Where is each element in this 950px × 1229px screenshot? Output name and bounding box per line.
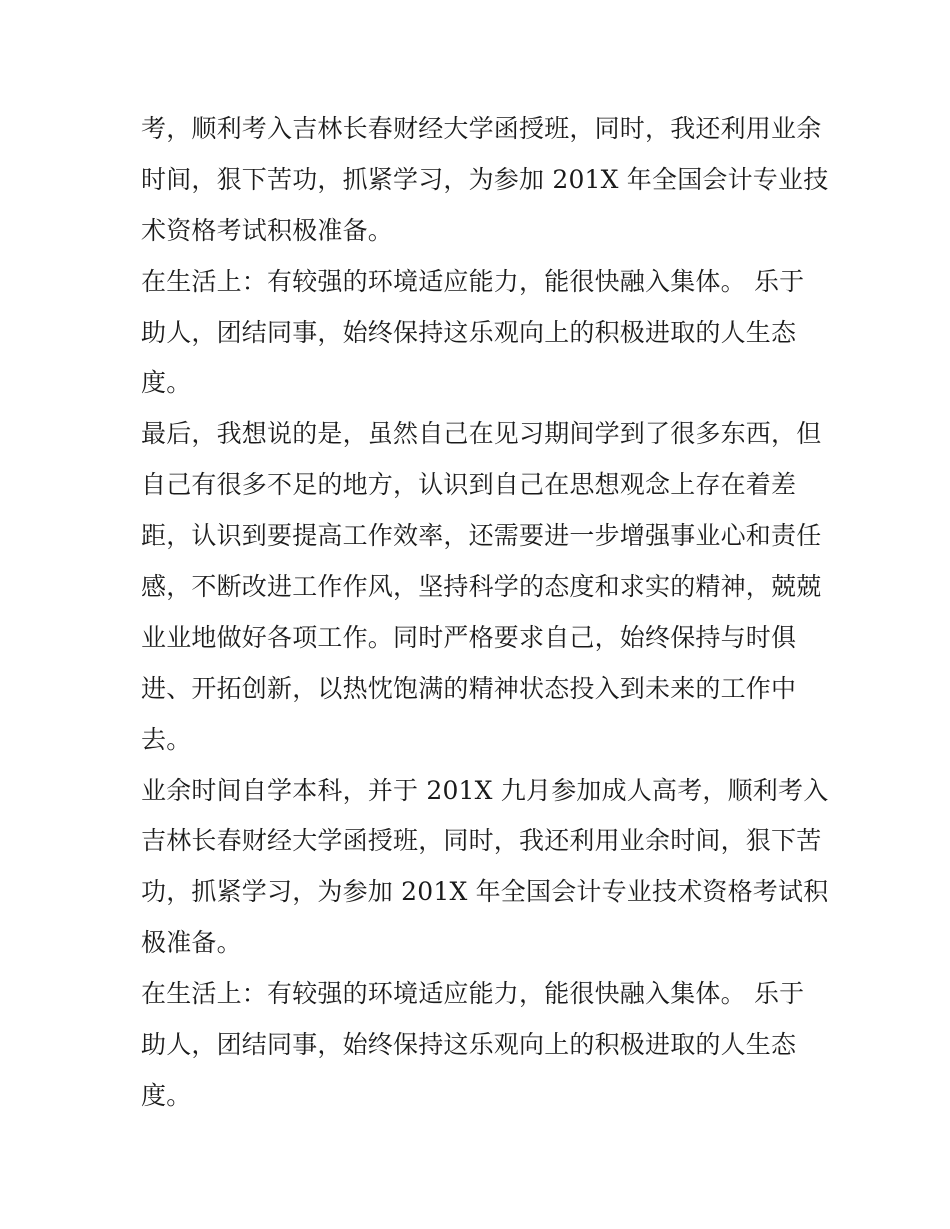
text-line: 度。	[141, 1080, 192, 1110]
text-line: 在生活上：有较强的环境适应能力，能很快融入集体。 乐于	[141, 266, 805, 296]
text-line: 助人，团结同事，始终保持这乐观向上的积极进取的人生态	[141, 317, 797, 347]
text-line: 业业地做好各项工作。同时严格要求自己，始终保持与时俱	[141, 622, 797, 652]
text-line: 功，抓紧学习，为参加 201X 年全国会计专业技术资格考试积	[141, 877, 829, 907]
document-body	[141, 104, 829, 1122]
text-line: 考，顺利考入吉林长春财经大学函授班，同时，我还利用业余	[141, 114, 822, 143]
text-line: 自己有很多不足的地方，认识到自己在思想观念上存在着差	[141, 470, 797, 500]
text-line: 术资格考试积极准备。	[141, 215, 394, 245]
text-line: 极准备。	[141, 928, 242, 958]
text-line: 距，认识到要提高工作效率，还需要进一步增强事业心和责任	[141, 521, 822, 551]
text-line: 最后，我想说的是，虽然自己在见习期间学到了很多东西，但	[141, 419, 822, 449]
text-line: 度。	[141, 368, 192, 398]
text-line: 助人，团结同事，始终保持这乐观向上的积极进取的人生态	[141, 1030, 797, 1060]
text-line: 进、开拓创新，以热忱饱满的精神状态投入到未来的工作中	[141, 673, 797, 703]
text-line: 去。	[141, 724, 192, 754]
text-line: 在生活上：有较强的环境适应能力，能很快融入集体。 乐于	[141, 979, 805, 1009]
text-line: 业余时间自学本科，并于 201X 九月参加成人高考，顺利考入	[141, 775, 829, 805]
text-line: 感，不断改进工作作风，坚持科学的态度和求实的精神，兢兢	[141, 572, 822, 602]
text-line: 吉林长春财经大学函授班，同时，我还利用业余时间，狠下苦	[141, 826, 822, 856]
text-line: 时间，狠下苦功，抓紧学习，为参加 201X 年全国会计专业技	[141, 164, 829, 194]
